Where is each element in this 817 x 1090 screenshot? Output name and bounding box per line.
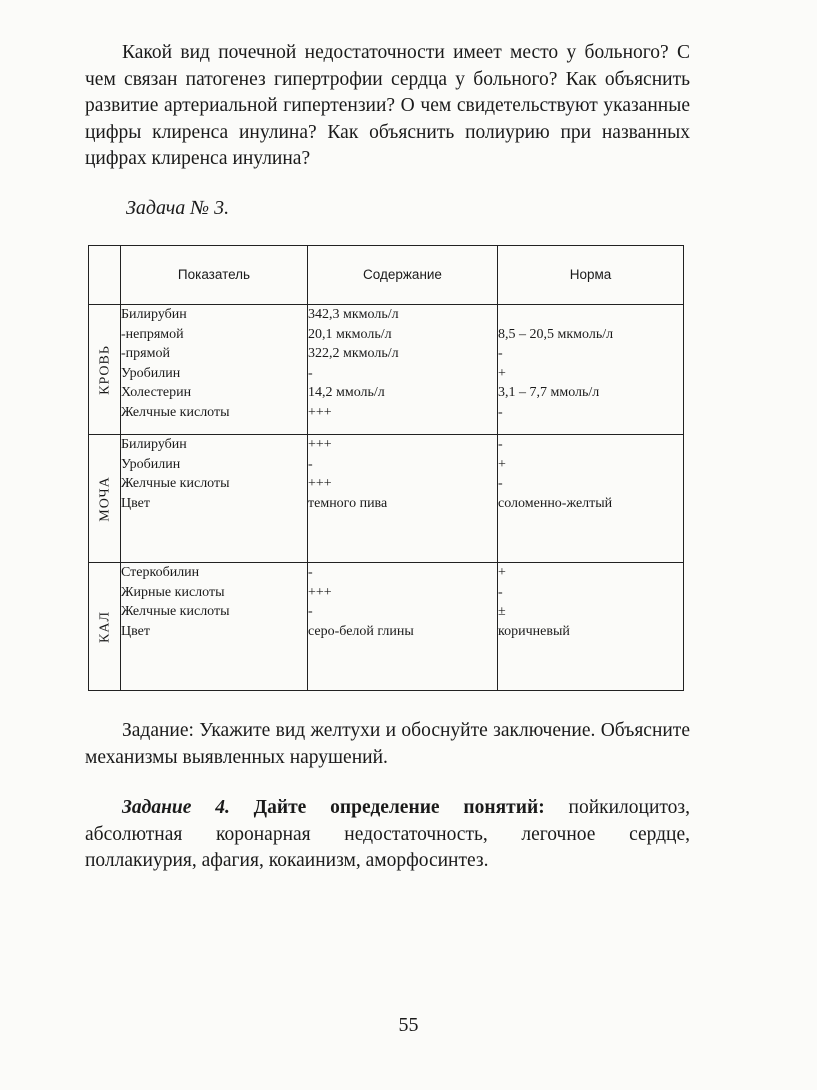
header-content: Содержание (308, 246, 498, 305)
content-value: 342,3 мкмоль/л (308, 307, 399, 322)
indicator: Холестерин (121, 385, 192, 400)
indicator-cell (121, 435, 308, 563)
task-3-title: Задача № 3. (126, 197, 230, 219)
norm-value: соломенно-желтый (498, 495, 613, 511)
task-4-text: пойкилоцитоз, абсолютная коронарная недостаточность, легочное сердце, поллакиурия, афагия, кокаинизм, аморфосинтез. (85, 797, 691, 871)
content-value: - (308, 365, 313, 381)
indicator: Уробилин (121, 365, 181, 381)
group-label-cell (89, 563, 121, 691)
norm-value: - (498, 404, 503, 420)
table-row-stool (89, 563, 684, 691)
norm-value: + (498, 456, 506, 472)
norm-cell (498, 563, 684, 691)
norm-value: + (498, 365, 506, 381)
content-value: серо-белой глины (308, 623, 414, 639)
table-header-row (89, 246, 684, 305)
content-value: 14,2 ммоль/л (308, 385, 385, 400)
indicator: -прямой (121, 346, 170, 361)
indicator: Стеркобилин (121, 565, 200, 580)
indicator: Цвет (121, 495, 150, 511)
indicator: Цвет (121, 623, 150, 639)
norm-cell (498, 435, 684, 563)
norm-value: - (498, 437, 503, 452)
content-value: 322,2 мкмоль/л (308, 346, 399, 361)
content-cell (308, 435, 498, 563)
indicator: Желчные кислоты (121, 604, 230, 619)
header-indicator: Показатель (121, 246, 308, 305)
indicator-cell (121, 563, 308, 691)
content-value: 20,1 мкмоль/л (308, 326, 392, 342)
indicator: Жирные кислоты (121, 584, 225, 600)
task-4-bold-text: Дайте определение понятий: (253, 797, 545, 818)
group-label-urine: МОЧА (96, 475, 112, 522)
content-value: +++ (308, 437, 332, 452)
group-label-cell (89, 305, 121, 435)
content-value: +++ (308, 476, 332, 491)
indicator: Билирубин (121, 437, 187, 452)
data-table (88, 245, 684, 691)
norm-cell (498, 305, 684, 435)
group-label-blood: КРОВЬ (96, 344, 112, 395)
header-group-cell (89, 246, 121, 305)
content-value: +++ (308, 584, 332, 600)
indicator-cell (121, 305, 308, 435)
norm-value: + (498, 565, 506, 580)
indicator: Желчные кислоты (121, 404, 230, 420)
norm-value: ± (498, 604, 506, 619)
content-cell (308, 305, 498, 435)
norm-value: - (498, 584, 503, 600)
norm-value: 3,1 – 7,7 ммоль/л (498, 385, 600, 400)
norm-value: - (498, 476, 503, 491)
indicator: Желчные кислоты (121, 476, 230, 491)
content-value: - (308, 565, 313, 580)
page-number: 55 (398, 1014, 419, 1036)
indicator: -непрямой (121, 326, 184, 342)
assignment-paragraph: Задание: Укажите вид желтухи и обоснуйте заключение. Объясните механизмы выявленных нарушений. (85, 720, 690, 768)
norm-value (498, 305, 683, 325)
content-value: +++ (308, 404, 332, 420)
questions-paragraph: Какой вид почечной недостаточности имеет место у больного? С чем связан патогенез гипертрофии сердца у больного? Как объяснить развитие артериальной гипертензии? О чем свидетельствуют указанные цифры клиренса инулина? Как объяснить полиурию при названных цифрах клиренса инулина? (85, 42, 690, 169)
header-norm: Норма (498, 246, 684, 305)
norm-value: коричневый (498, 623, 570, 639)
content-value: темного пива (308, 495, 388, 511)
indicator: Билирубин (121, 307, 187, 322)
group-label-stool: КАЛ (96, 610, 112, 643)
content-value: - (308, 604, 313, 619)
task-4-paragraph (85, 795, 690, 875)
content-cell (308, 563, 498, 691)
task-4-label: Задание 4. (122, 797, 230, 818)
norm-value: 8,5 – 20,5 мкмоль/л (498, 326, 614, 342)
content-value: - (308, 456, 313, 472)
table-row-blood (89, 305, 684, 435)
norm-value: - (498, 346, 503, 361)
group-label-cell (89, 435, 121, 563)
indicator: Уробилин (121, 456, 181, 472)
table-row-urine (89, 435, 684, 563)
